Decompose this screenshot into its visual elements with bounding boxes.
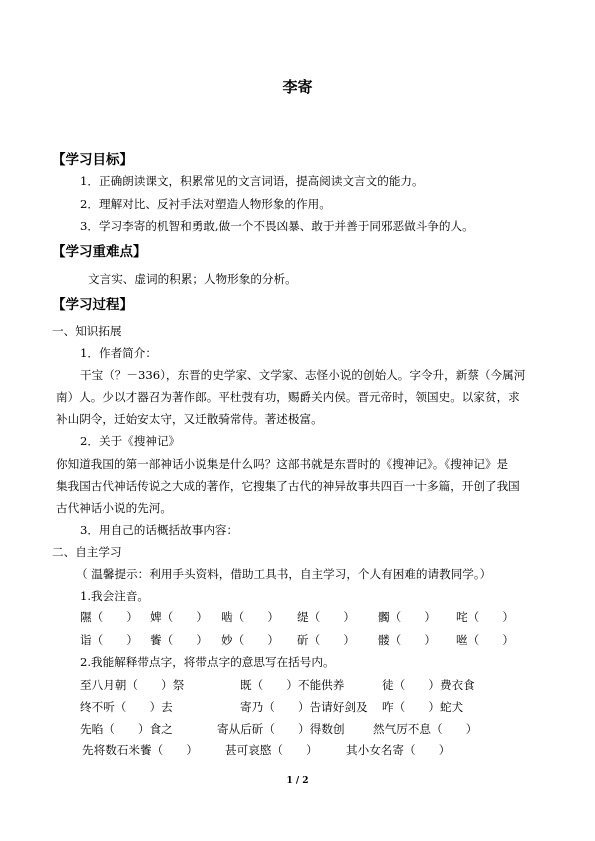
soushen-text-2: 集我国古代神话传说之大成的著作，它搜集了古代的神异故事共四百一十多篇，开创了我国 <box>56 479 520 493</box>
pinyin-item: 缇（ ） <box>297 610 355 624</box>
pinyin-item: 婢（ ） <box>150 610 208 624</box>
pinyin-item: 咤（ ） <box>456 610 514 624</box>
author-text-1: 干宝（？－336），东晋的史学家、文学家、志怪小说的创始人。字令升，新蔡（今属河 <box>80 368 526 382</box>
pinyin-item: 斫（ ） <box>297 633 355 647</box>
explain-item: 先将数石米飺（ ） <box>82 743 198 757</box>
page-title: 李寄 <box>282 78 313 96</box>
pinyin-row-1 <box>0 609 595 625</box>
pinyin-item: 飺（ ） <box>150 633 208 647</box>
goal-item-2: 2．理解对比、反衬手法对塑造人物形象的作用。 <box>80 197 331 211</box>
pinyin-label: 1.我会注音。 <box>80 589 150 603</box>
pinyin-item: 髅（ ） <box>378 633 436 647</box>
explain-row-3 <box>0 721 595 737</box>
explain-item: 既（ ）不能供养 <box>240 678 345 692</box>
tip-text: （ 温馨提示：利用手头资料，借助工具书，自主学习，个人有困难的请教同学。） <box>76 567 492 581</box>
pinyin-item: 髑（ ） <box>378 610 436 624</box>
key-points-text: 文言实、虚词的积累；人物形象的分析。 <box>88 272 297 286</box>
explain-item: 其小女名寄（ ） <box>346 743 451 757</box>
explain-item: 然气厉不息（ ） <box>373 722 478 736</box>
soushen-text-3: 古代神话小说的先河。 <box>56 501 172 515</box>
page-number: 1 / 2 <box>286 776 309 786</box>
summary-label: 3．用自己的话概括故事内容： <box>80 523 239 537</box>
author-text-2: 南）人。少以才器召为著作郎。平杜弢有功，赐爵关内侯。晋元帝时，领国史。以家贫，求 <box>56 390 520 404</box>
author-text-3: 补山阴令，迁始安太守，又迁散骑常侍。著述极富。 <box>56 412 323 426</box>
section2-title: 二、自主学习 <box>52 545 122 559</box>
soushen-text-1: 你知道我国的第一部神话小说集是什么吗？这部书就是东晋时的《搜神记》。《搜神记》是 <box>56 457 509 471</box>
author-label: 1．作者简介： <box>80 346 157 360</box>
key-points-heading: 【学习重难点】 <box>52 244 147 260</box>
process-heading: 【学习过程】 <box>52 297 133 313</box>
explain-row-2 <box>0 699 595 715</box>
explain-item: 咋（ ）蛇犬 <box>382 700 464 714</box>
explain-row-1 <box>0 677 595 693</box>
pinyin-row-2 <box>0 632 595 648</box>
explain-item: 寄从后斫（ ）得数创 <box>217 722 345 736</box>
goal-item-3: 3．学习李寄的机智和勇敢,做一个不畏凶暴、敢于并善于同邪恶做斗争的人。 <box>80 219 474 233</box>
explain-item: 至八月朝（ ）祭 <box>80 678 185 692</box>
soushen-label: 2．关于《搜神记》 <box>80 434 181 448</box>
pinyin-item: 隰（ ） <box>80 610 138 624</box>
pinyin-item: 诣（ ） <box>80 633 138 647</box>
pinyin-item: 啮（ ） <box>221 610 279 624</box>
explain-item: 甚可哀愍（ ） <box>225 743 318 757</box>
explain-row-4 <box>0 742 595 758</box>
explain-item: 寄乃（ ）告请好剑及 <box>240 700 368 714</box>
explain-item: 先啗（ ）食之 <box>80 722 173 736</box>
pinyin-item: 妙（ ） <box>221 633 279 647</box>
goal-item-1: 1．正确朗读课文，积累常见的文言词语，提高阅读文言文的能力。 <box>80 174 424 188</box>
explain-item: 徒（ ）费衣食 <box>382 678 475 692</box>
explain-label: 2.我能解释带点字，将带点字的意思写在括号内。 <box>80 655 335 669</box>
section1-title: 一、知识拓展 <box>52 324 122 338</box>
explain-item: 终不听（ ）去 <box>80 700 173 714</box>
pinyin-item: 咝（ ） <box>456 633 514 647</box>
goals-heading: 【学习目标】 <box>52 152 133 168</box>
